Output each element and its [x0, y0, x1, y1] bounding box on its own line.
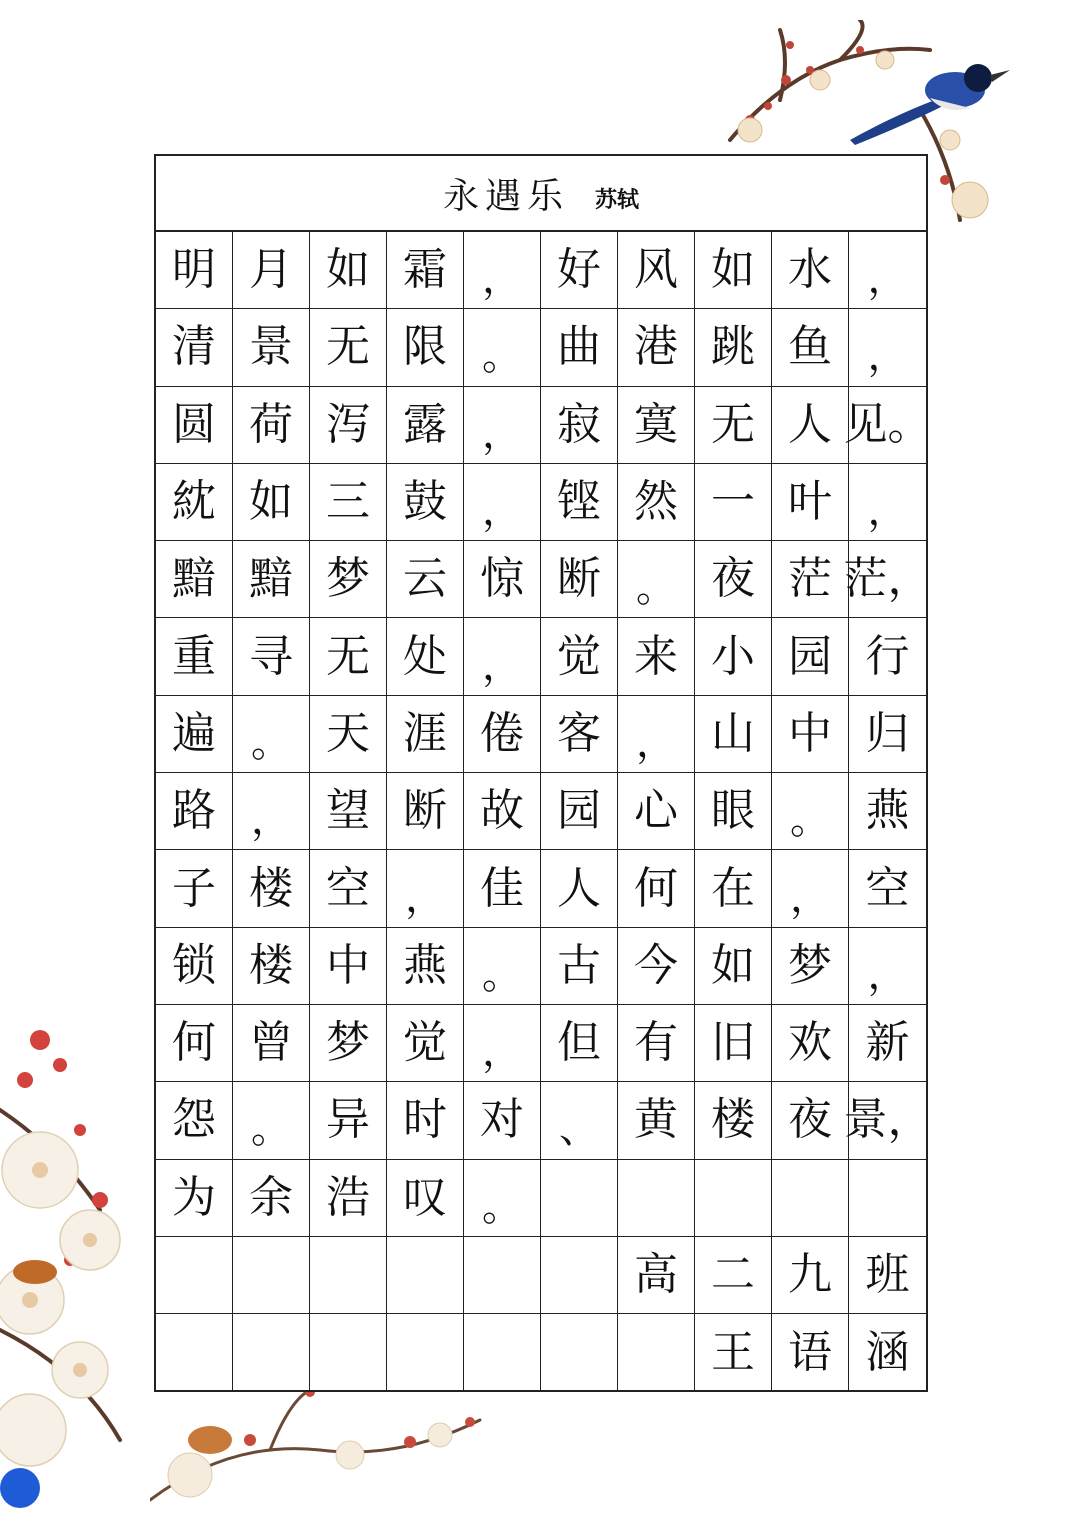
grid-cell: 故 — [464, 773, 541, 850]
grid-cell: 。 — [464, 309, 541, 386]
grid-cell: 一 — [695, 464, 772, 541]
grid-cell: 叹 — [387, 1160, 464, 1237]
grid-cell: 如 — [695, 928, 772, 1005]
grid-cell: ， — [464, 464, 541, 541]
grid-cell: 涯 — [387, 696, 464, 773]
calligraphy-grid-sheet — [154, 154, 932, 1392]
poem-author: 苏轼 — [595, 186, 640, 213]
grid-cell: 今 — [618, 928, 695, 1005]
grid-cell — [695, 1160, 772, 1237]
grid-cell: 燕 — [849, 773, 926, 850]
grid-cell: 无 — [695, 387, 772, 464]
grid-cell: 。 — [464, 1160, 541, 1237]
grid-cell: ， — [772, 850, 849, 927]
grid-cell: 断 — [541, 541, 618, 618]
grid-cell: 黯 — [233, 541, 310, 618]
grid-cell: ， — [464, 232, 541, 309]
grid-cell: 来 — [618, 618, 695, 695]
grid-cell: 异 — [310, 1082, 387, 1159]
grid-cell: ， — [618, 696, 695, 773]
grid-cell — [772, 1160, 849, 1237]
grid-cell: 无 — [310, 309, 387, 386]
grid-cell — [849, 1160, 926, 1237]
grid-cell — [233, 1237, 310, 1314]
grid-cell: 紞 — [156, 464, 233, 541]
grid-cell: 在 — [695, 850, 772, 927]
grid-cell — [464, 1237, 541, 1314]
grid-cell: 客 — [541, 696, 618, 773]
grid-cell: 清 — [156, 309, 233, 386]
grid-cell: 楼 — [695, 1082, 772, 1159]
grid-cell: 班 — [849, 1237, 926, 1314]
grid-cell: 九 — [772, 1237, 849, 1314]
grid-cell: 梦 — [310, 541, 387, 618]
grid-cell: 、 — [541, 1082, 618, 1159]
grid-cell: 路 — [156, 773, 233, 850]
grid-cell: 但 — [541, 1005, 618, 1082]
grid-cell: 曾 — [233, 1005, 310, 1082]
grid-cell: 跳 — [695, 309, 772, 386]
grid-cell: ， — [849, 309, 926, 386]
grid-cell: ， — [849, 928, 926, 1005]
grid-cell: 王 — [695, 1314, 772, 1391]
grid-cell: 有 — [618, 1005, 695, 1082]
grid-cell: 对 — [464, 1082, 541, 1159]
grid-cell: 旧 — [695, 1005, 772, 1082]
grid-cell: 梦 — [772, 928, 849, 1005]
grid-cell: 倦 — [464, 696, 541, 773]
grid-cell: 园 — [772, 618, 849, 695]
grid-cell: 心 — [618, 773, 695, 850]
grid-cell — [541, 1237, 618, 1314]
grid-cell: 。 — [233, 696, 310, 773]
grid-cell: 觉 — [387, 1005, 464, 1082]
grid-cell: 叶 — [772, 464, 849, 541]
grid-cell: 望 — [310, 773, 387, 850]
grid-cell: 处 — [387, 618, 464, 695]
grid-cell: 。 — [618, 541, 695, 618]
blossom-branch-illustration — [150, 1380, 530, 1520]
grid-cell — [541, 1314, 618, 1391]
grid-cell: 茫 — [772, 541, 849, 618]
grid-cell: 觉 — [541, 618, 618, 695]
grid-cell: 茫， — [849, 541, 926, 618]
grid-cell: 新 — [849, 1005, 926, 1082]
grid-cell: 夜 — [695, 541, 772, 618]
grid-cell: 寞 — [618, 387, 695, 464]
grid-cell: ， — [464, 1005, 541, 1082]
grid-cell — [387, 1314, 464, 1391]
grid-cell — [541, 1160, 618, 1237]
grid-cell: 天 — [310, 696, 387, 773]
grid-cell: 山 — [695, 696, 772, 773]
grid-cell: 楼 — [233, 850, 310, 927]
grid-cell: 余 — [233, 1160, 310, 1237]
grid-cell: 铿 — [541, 464, 618, 541]
grid-cell: 水 — [772, 232, 849, 309]
grid-cell: 鱼 — [772, 309, 849, 386]
grid-cell: 园 — [541, 773, 618, 850]
grid-cell: 然 — [618, 464, 695, 541]
grid-cell — [156, 1314, 233, 1391]
grid-cell: 曲 — [541, 309, 618, 386]
grid-cell: 月 — [233, 232, 310, 309]
grid-cell: 梦 — [310, 1005, 387, 1082]
grid-cell: 何 — [618, 850, 695, 927]
grid-cell: 锁 — [156, 928, 233, 1005]
grid-cell: 燕 — [387, 928, 464, 1005]
grid-cell: 明 — [156, 232, 233, 309]
title-row — [156, 156, 926, 232]
grid-cell: 人 — [772, 387, 849, 464]
grid-cell: 如 — [695, 232, 772, 309]
grid-cell: 小 — [695, 618, 772, 695]
grid-cell: ， — [387, 850, 464, 927]
grid-cell: 楼 — [233, 928, 310, 1005]
grid-cell: 古 — [541, 928, 618, 1005]
grid-cell: 佳 — [464, 850, 541, 927]
grid-cell: 遍 — [156, 696, 233, 773]
grid-cell: 见。 — [849, 387, 926, 464]
grid-cell: 空 — [849, 850, 926, 927]
grid-cell: 语 — [772, 1314, 849, 1391]
grid-cell: 无 — [310, 618, 387, 695]
grid-cell — [156, 1237, 233, 1314]
grid-cell: 如 — [233, 464, 310, 541]
grid-cell — [618, 1314, 695, 1391]
grid-cell: 好 — [541, 232, 618, 309]
grid-cell — [310, 1237, 387, 1314]
grid-cell — [387, 1237, 464, 1314]
grid-cell: 泻 — [310, 387, 387, 464]
grid-cell: ， — [464, 618, 541, 695]
grid-cell: 景， — [849, 1082, 926, 1159]
grid-cell — [464, 1314, 541, 1391]
grid-cell: 荷 — [233, 387, 310, 464]
grid-cell: 黄 — [618, 1082, 695, 1159]
grid-cell: 高 — [618, 1237, 695, 1314]
grid-cell: 限 — [387, 309, 464, 386]
grid-cell: ， — [464, 387, 541, 464]
grid-cell: 三 — [310, 464, 387, 541]
grid-cell: 风 — [618, 232, 695, 309]
grid-cell: 断 — [387, 773, 464, 850]
grid-cell: 如 — [310, 232, 387, 309]
grid-cell: ， — [849, 464, 926, 541]
grid-cell — [233, 1314, 310, 1391]
character-grid — [156, 232, 932, 1391]
grid-cell — [618, 1160, 695, 1237]
grid-cell: 鼓 — [387, 464, 464, 541]
grid-cell: 何 — [156, 1005, 233, 1082]
grid-cell: 。 — [772, 773, 849, 850]
grid-cell: 子 — [156, 850, 233, 927]
grid-cell: 为 — [156, 1160, 233, 1237]
grid-cell: 云 — [387, 541, 464, 618]
grid-cell: 中 — [772, 696, 849, 773]
grid-cell: 行 — [849, 618, 926, 695]
grid-cell: 中 — [310, 928, 387, 1005]
grid-cell: 寻 — [233, 618, 310, 695]
grid-cell: 涵 — [865, 1326, 910, 1378]
grid-cell: 港 — [618, 309, 695, 386]
poem-title: 永遇乐 — [442, 175, 569, 217]
grid-cell: 。 — [464, 928, 541, 1005]
grid-cell: 霜 — [387, 232, 464, 309]
grid-cell: 寂 — [541, 387, 618, 464]
grid-cell: 归 — [849, 696, 926, 773]
grid-cell: 眼 — [695, 773, 772, 850]
grid-cell: 景 — [233, 309, 310, 386]
grid-cell: 人 — [541, 850, 618, 927]
grid-cell: 二 — [695, 1237, 772, 1314]
grid-cell: 怨 — [156, 1082, 233, 1159]
grid-cell: 重 — [156, 618, 233, 695]
grid-cell: 。 — [233, 1082, 310, 1159]
grid-cell: 空 — [310, 850, 387, 927]
grid-cell: 惊 — [464, 541, 541, 618]
grid-cell: ， — [233, 773, 310, 850]
grid-cell: 圆 — [156, 387, 233, 464]
grid-cell: 时 — [387, 1082, 464, 1159]
grid-cell — [310, 1314, 387, 1391]
grid-cell: 黯 — [156, 541, 233, 618]
grid-cell: ， — [849, 232, 926, 309]
grid-cell: 欢 — [772, 1005, 849, 1082]
grid-cell: 露 — [387, 387, 464, 464]
grid-cell: 浩 — [310, 1160, 387, 1237]
grid-cell: 夜 — [772, 1082, 849, 1159]
